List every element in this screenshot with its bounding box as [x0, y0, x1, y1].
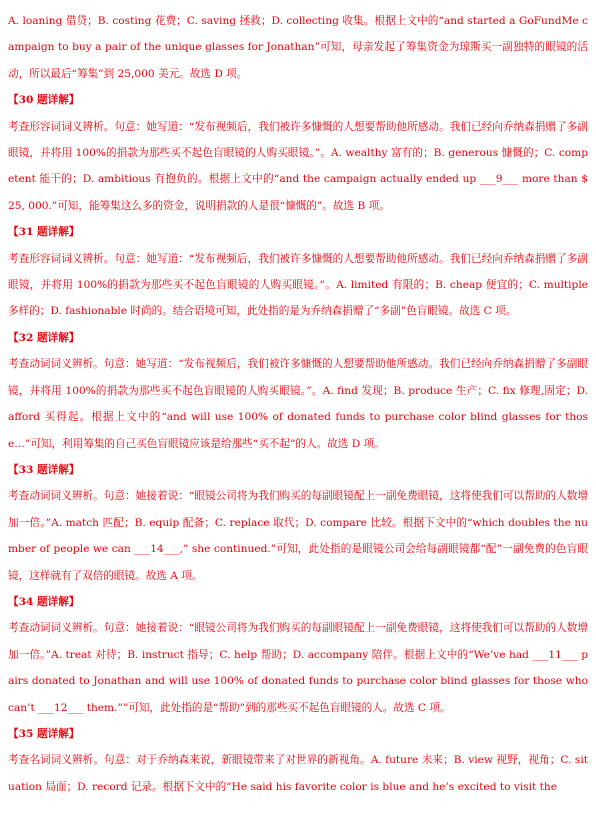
explanation-paragraph: 考查动词词义辨析。句意：她接着说：“眼镜公司将为我们购买的每副眼镜配上一副免费眼镜，这将使我们可以帮助的人数增加一倍。”A. match 匹配；B. equip 配备；C. replace 取代；D. compare 比较。根据下文中的“which doubles the number of people we can ___14___,” she continued.”可知，此处指的是眼镜公司会给每副眼镜都“配”一副免费的色盲眼镜，这样就有了双倍的眼镜。故选 A 项。: [8, 490, 588, 582]
explanation-paragraph: 考查形容词词义辨析。句意：她写道：“发布视频后，我们被许多慷慨的人想要帮助他所感动。我们已经向乔纳森捐赠了多副眼镜，并将用 100%的捐款为那些买不起色盲眼镜的人购买眼镜。”。A. limited 有限的；B. cheap 便宜的；C. multiple 多样的；D. fashionable 时尚的。结合语境可知，此处指的是为乔纳森捐赠了“多副”色盲眼镜。故选 C 项。: [8, 252, 588, 318]
question-heading: 【35 题详解】: [8, 727, 80, 740]
explanation-paragraph: 考查名词词义辨析。句意：对于乔纳森来说，新眼镜带来了对世界的新视角。A. future 未来；B. view 视野，视角；C. situation 局面；D. record 记录。根据下文中的“He said his favorite color is blue and he’s excited to visit the: [8, 754, 588, 793]
explanation-paragraph: 考查动词词义辨析。句意：她接着说：“眼镜公司将为我们购买的每副眼镜配上一副免费眼镜，这将使我们可以帮助的人数增加一倍。”A. treat 对待；B. instruct 指导；C. help 帮助；D. accompany 陪伴。根据上文中的“We’ve had ___11___ pairs donated to Jonathan and will use 100% of donated funds to purchase color blind glasses for those who can’t ___12___ them.””可知，此处指的是“帮助”到的那些买不起色盲眼镜的人。故选 C 项。: [8, 622, 588, 714]
question-heading: 【31 题详解】: [8, 226, 80, 239]
explanation-paragraph: 考查动词词义辨析。句意：她写道：“发布视频后，我们被许多慷慨的人想要帮助他所感动。我们已经向乔纳森捐赠了多副眼镜，并将用 100%的捐款为那些买不起色盲眼镜的人购买眼镜。”。A. find 发现；B. produce 生产；C. fix 修理,固定；D. afford 买得起。根据上文中的“and will use 100% of donated funds to purchase color blind glasses for those…”可知，利用筹集的自己买色盲眼镜应该是给那些“买不起”的人。故选 D 项。: [8, 358, 588, 450]
explanation-paragraph: 考查形容词词义辨析。句意：她写道：“发布视频后，我们被许多慷慨的人想要帮助他所感动。我们已经向乔纳森捐赠了多副眼镜，并将用 100%的捐款为那些买不起色盲眼镜的人购买眼镜。”。A. wealthy 富有的；B. generous 慷慨的；C. competent 能干的；D. ambitious 有抱负的。根据上文中的“and the campaign actually ended up ___9___ more than $ 25, 000.”可知，能筹集这么多的资金，说明捐款的人是很“慷慨的”。故选 B 项。: [8, 120, 588, 212]
question-heading: 【34 题详解】: [8, 595, 80, 608]
question-heading: 【30 题详解】: [8, 94, 80, 107]
question-heading: 【32 题详解】: [8, 331, 80, 344]
explanation-paragraph: A. loaning 借贷；B. costing 花费；C. saving 拯救；D. collecting 收集。根据上文中的“and started a GoFundMe campaign to buy a pair of the unique glasses for Jonathan”可知，母亲发起了筹集资金为琼斯买一副独特的眼镜的活动，所以最后“筹集”到 25,000 美元。故选 D 项。: [8, 15, 588, 80]
question-heading: 【33 题详解】: [8, 463, 80, 476]
